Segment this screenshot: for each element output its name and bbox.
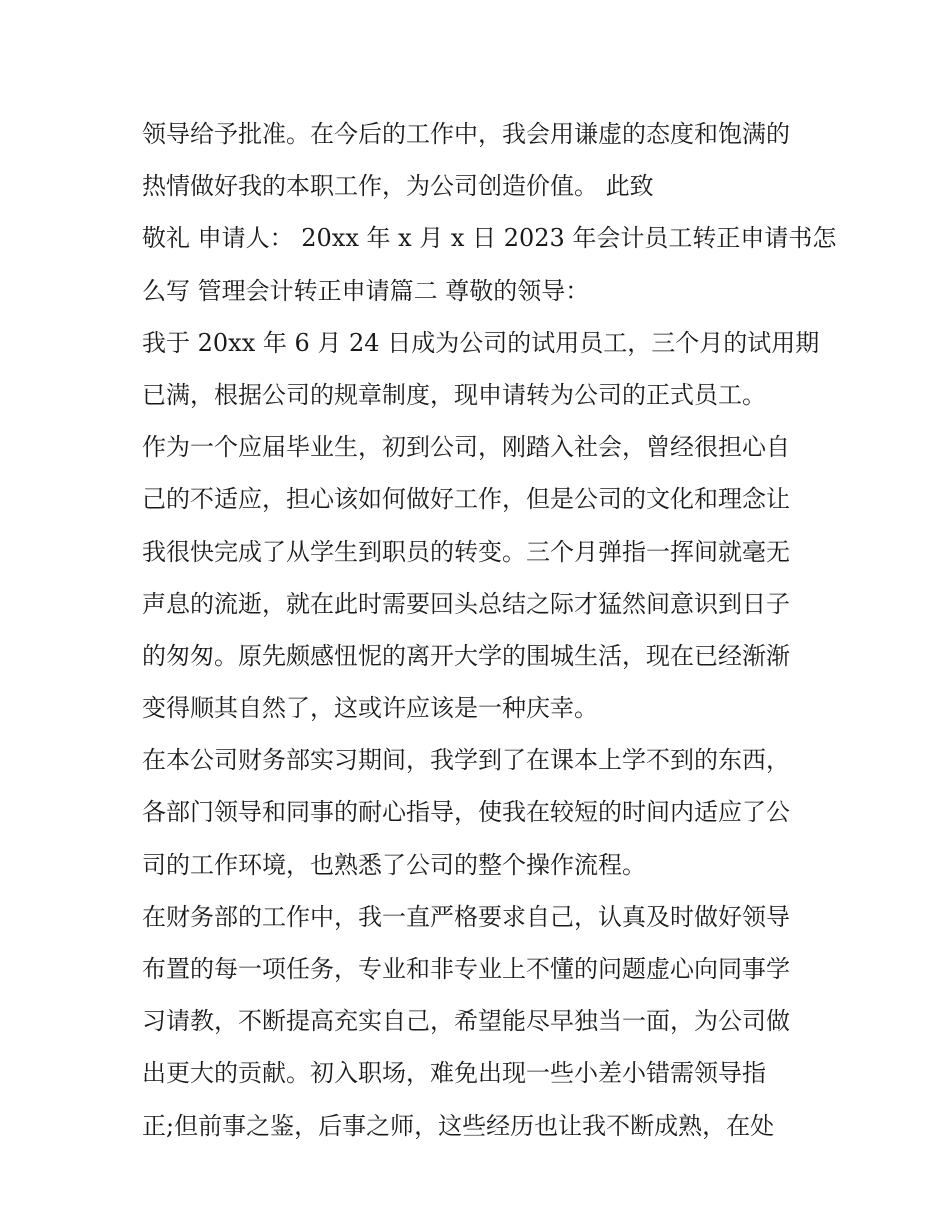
text-line-19: 出更大的贡献。初入职场，难免出现一些小差小错需领导指 xyxy=(142,1059,766,1088)
text-line-13: 在本公司财务部实习期间，我学到了在课本上学不到的东西， xyxy=(142,746,790,775)
text-line-5: 我于 20xx 年 6 月 24 日成为公司的试用员工，三个月的试用期 xyxy=(142,328,820,357)
text-line-17: 布置的每一项任务，专业和非专业上不懂的问题虚心向同事学 xyxy=(142,955,790,983)
text-line-1: 领导给予批准。在今后的工作中，我会用谦虚的态度和饱满的 xyxy=(142,120,790,148)
text-line-8: 己的不适应，担心该如何做好工作，但是公司的文化和理念让 xyxy=(142,485,790,514)
text-line-15: 司的工作环境，也熟悉了公司的整个操作流程。 xyxy=(142,850,646,879)
text-line-7: 作为一个应届毕业生，初到公司，刚踏入社会，曾经很担心自 xyxy=(142,433,790,462)
text-line-12: 变得顺其自然了，这或许应该是一种庆幸。 xyxy=(142,694,598,723)
text-line-10: 声息的流逝，就在此时需要回头总结之际才猛然间意识到日子 xyxy=(142,589,790,618)
text-line-16: 在财务部的工作中，我一直严格要求自己，认真及时做好领导 xyxy=(142,902,790,931)
text-line-14: 各部门领导和同事的耐心指导，使我在较短的时间内适应了公 xyxy=(142,798,790,827)
text-line-2: 热情做好我的本职工作，为公司创造价值。 此致 xyxy=(142,172,654,201)
text-line-20: 正;但前事之鉴，后事之师，这些经历也让我不断成熟，在处 xyxy=(142,1111,775,1140)
text-line-3: 敬礼 申请人： 20xx 年 x 月 x 日 2023 年会计员工转正申请书怎 xyxy=(142,224,837,253)
text-line-9: 我很快完成了从学生到职员的转变。三个月弹指一挥间就毫无 xyxy=(142,537,790,566)
text-line-6: 已满，根据公司的规章制度，现申请转为公司的正式员工。 xyxy=(142,380,766,409)
body-text xyxy=(142,108,837,1152)
text-line-11: 的匆匆。原先颇感忸怩的离开大学的围城生活，现在已经渐渐 xyxy=(142,641,790,670)
text-line-4: 么写 管理会计转正申请篇二 尊敬的领导： xyxy=(142,276,590,305)
text-line-18: 习请教，不断提高充实自己，希望能尽早独当一面，为公司做 xyxy=(142,1007,790,1036)
